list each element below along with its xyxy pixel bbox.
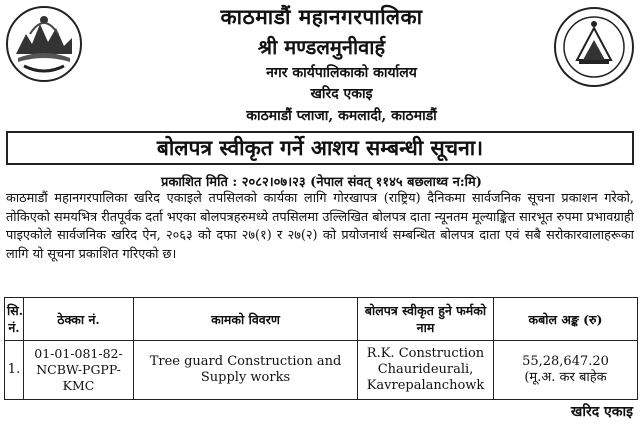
office-address: काठमाडौं प्लाजा, कमलादी, काठमाडौं xyxy=(246,108,437,124)
amount-value: 55,28,647.20 xyxy=(522,354,609,369)
cell-contract-no: 01-01-081-82-NCBW-PGPP-KMC xyxy=(24,341,134,400)
organization-name-stylized: श्री मण्डलमुनीवार्ह xyxy=(257,35,386,59)
column-header-contract-no: ठेक्का नं. xyxy=(24,298,134,341)
notice-header xyxy=(0,0,643,130)
organization-name: काठमाडौं महानगरपालिका xyxy=(220,5,423,29)
table-row xyxy=(5,341,638,400)
notice-title: बोलपत्र स्वीकृत गर्ने आशय सम्बन्धी सूचना। xyxy=(6,131,634,165)
cell-work: Tree guard Construction and Supply works xyxy=(134,341,358,400)
cell-firm: R.K. Construction Chaurideurali, Kavrepalanchowk xyxy=(358,341,494,400)
published-date: प्रकाशित मिति : २०८२।०७।२३ (नेपाल संवत् ११४५ बछलाथ्व न:मि) xyxy=(161,175,482,190)
office-name: नगर कार्यपालिकाको कार्यालय xyxy=(266,65,417,81)
cell-sn: 1. xyxy=(5,341,24,400)
table-header-row xyxy=(5,298,638,341)
column-header-sn: सि. नं. xyxy=(5,298,24,341)
notice-body: काठमाडौं महानगरपालिका खरिद एकाइले तपसिलको कार्यका लागि गोरखापत्र (राष्ट्रिय) दैनिकमा सार्वजनिक सूचना प्रकाशन गरेको, तोकिएको समयभित्र रीतपूर्वक दर्ता भएका बोलपत्रहरुमध्ये तपसिलमा उल्लिखित बोलपत्र दाता न्यूनतम मूल्याङ्कित सारभूत रुपमा प्रभावग्राही पाइएकोले सार्वजनिक खरिद ऐन, २०६३ को दफा २७(१) र २७(२) को प्रयोजनार्थ सम्बन्धित बोलपत्र दाता एवं सबै सरोकारवालाहरूका लागि यो सूचना प्रकाशित गरिएको छ। xyxy=(6,191,634,262)
column-header-work: कामको विवरण xyxy=(134,298,358,341)
amount-note: (मू.अ. कर बाहेक xyxy=(524,370,607,385)
unit-name: खरिद एकाइ xyxy=(310,86,373,102)
footer-signature: खरिद एकाइ xyxy=(570,404,633,420)
municipality-logo-icon xyxy=(553,6,635,88)
column-header-amount: कबोल अङ्क (रु) xyxy=(494,298,638,341)
tender-table xyxy=(4,297,638,400)
cell-amount xyxy=(494,341,638,400)
column-header-firm: बोलपत्र स्वीकृत हुने फर्मको नाम xyxy=(358,298,494,341)
